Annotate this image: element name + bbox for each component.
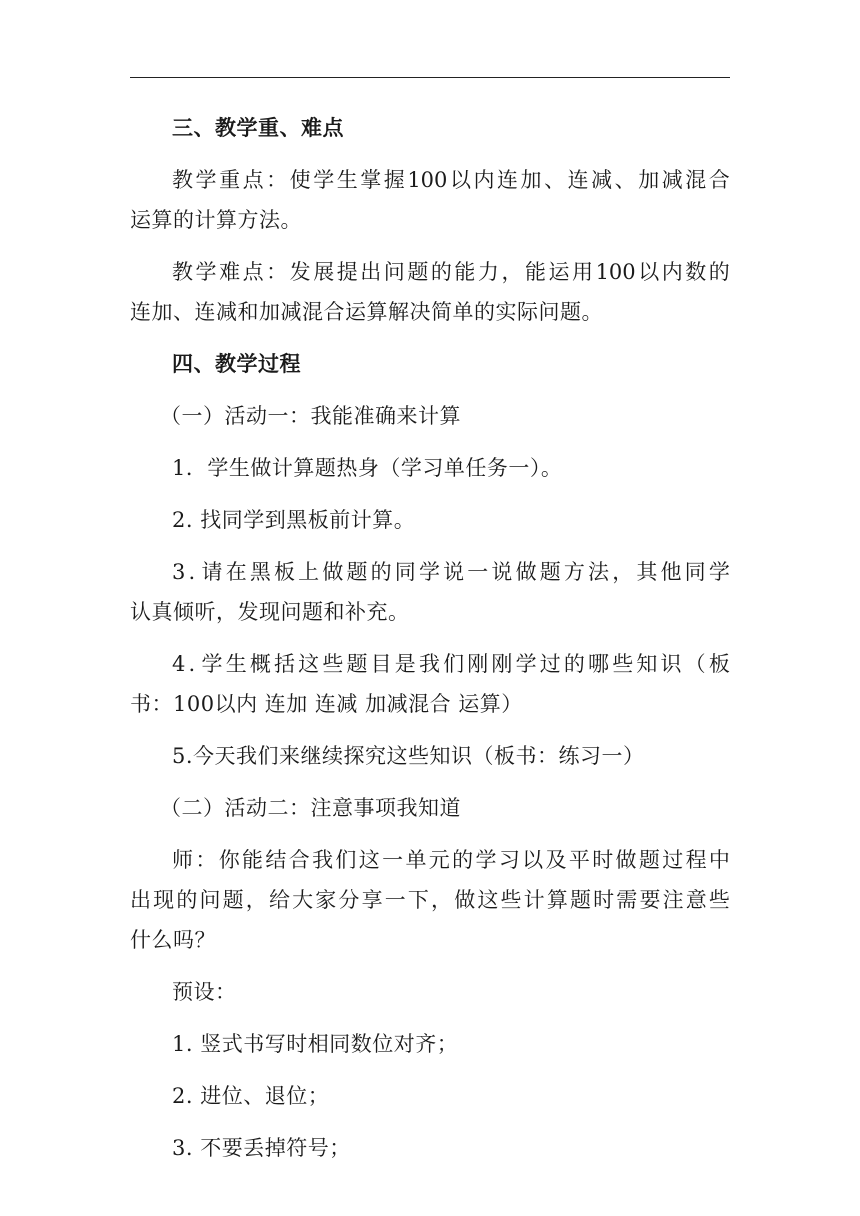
activity2-title: （二）活动二：注意事项我知道	[160, 796, 461, 820]
activity1-step-1: 1．学生做计算题热身（学习单任务一）。	[172, 456, 563, 480]
activity1-title: （一）活动一：我能准确来计算	[160, 404, 461, 428]
teacher-question-line-2: 出 现 的 问 题 ， 给 大 家 分 享 一 下 ， 做 这 些 计 算 题 时 需 要 注 意 些	[130, 888, 730, 912]
preset-item-1: 1. 竖式书写时相同数位对齐；	[172, 1032, 459, 1056]
header-rule	[130, 77, 730, 78]
teacher-question-line-3: 什么吗？	[130, 928, 216, 952]
activity1-step-3-line-1: 3 . 请 在 黑 板 上 做 题 的 同 学 说 一 说 做 题 方 法 ， 其 他 同 学	[172, 560, 730, 584]
activity1-step-5: 5.今天我们来继续探究这些知识（板书：练习一）	[172, 744, 645, 768]
activity1-step-4-line-1: 4 . 学 生 概 括 这 些 题 目 是 我 们 刚 刚 学 过 的 哪 些 知 识 （ 板	[172, 652, 730, 676]
preset-label: 预设：	[172, 980, 237, 1004]
difficulty-text-line-1: 教 学 难 点 ： 发 展 提 出 问 题 的 能 力 ， 能 运 用 100 以 内 数 的	[172, 260, 730, 284]
preset-item-2: 2. 进位、退位；	[172, 1084, 330, 1108]
activity1-step-4-line-2: 书：100以内 连加 连减 加减混合 运算）	[130, 692, 523, 716]
teacher-question-line-1: 师 ： 你 能 结 合 我 们 这 一 单 元 的 学 习 以 及 平 时 做 题 过 程 中	[172, 848, 730, 872]
difficulty-text-line-2: 连加、连减和加减混合运算解决简单的实际问题。	[130, 300, 603, 324]
section-heading-key-points: 三、教学重、难点	[172, 116, 344, 140]
activity1-step-2: 2. 找同学到黑板前计算。	[172, 508, 416, 532]
section-heading-teaching-process: 四、教学过程	[172, 352, 301, 376]
document-body	[130, 108, 730, 1180]
focus-text-line-1: 教 学 重 点 ： 使 学 生 掌 握 100 以 内 连 加 、 连 减 、 加 减 混 合	[172, 168, 730, 192]
activity1-step-3-line-2: 认真倾听，发现问题和补充。	[130, 600, 410, 624]
preset-item-3: 3. 不要丢掉符号；	[172, 1136, 351, 1160]
focus-text-line-2: 运算的计算方法。	[130, 208, 302, 232]
